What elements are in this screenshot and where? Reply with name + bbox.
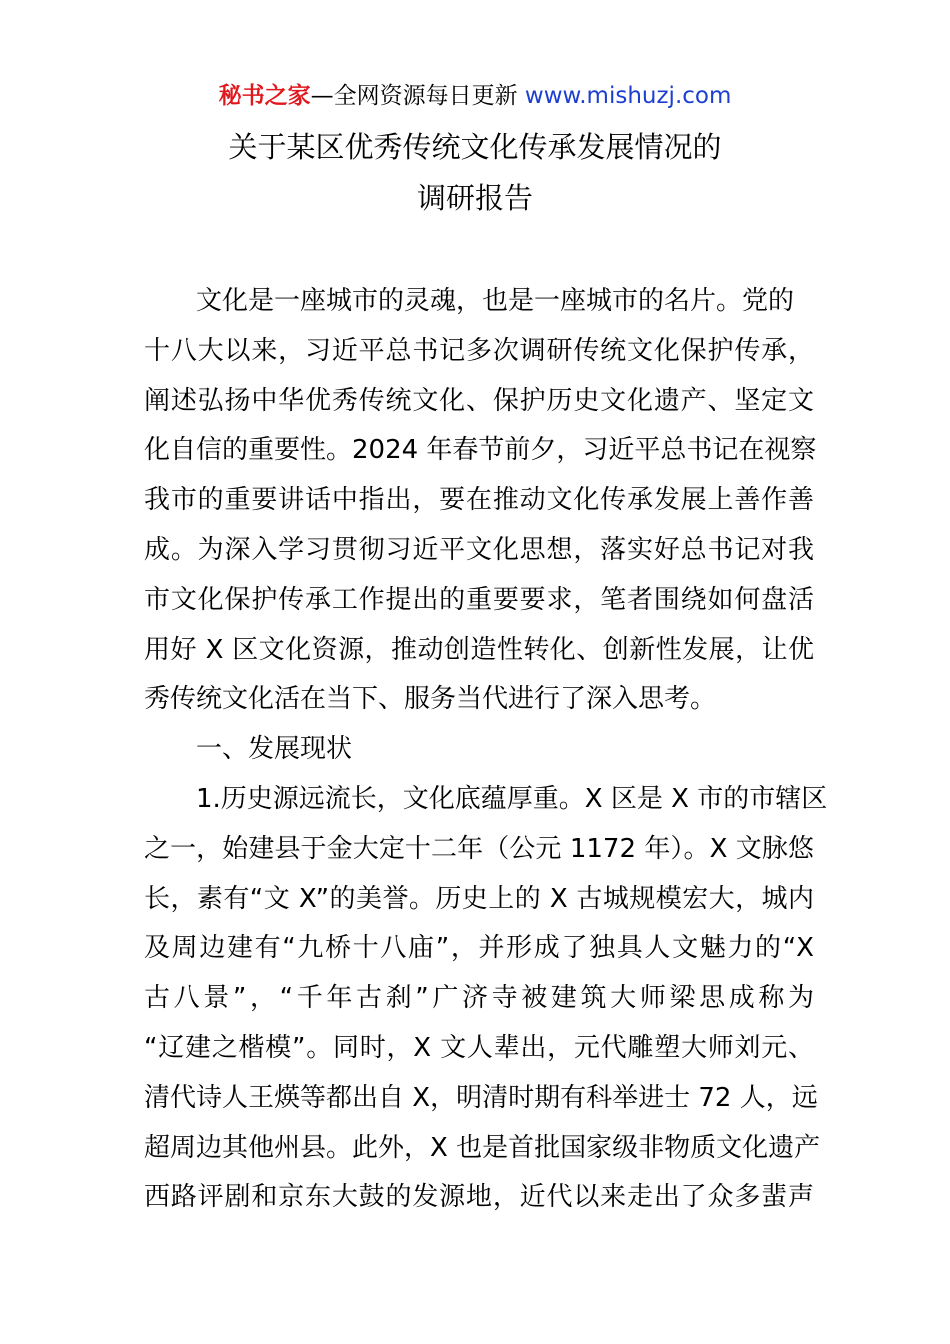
paragraph-line: 我市的重要讲话中指出，要在推动文化传承发展上善作善	[144, 485, 814, 516]
site-url-link[interactable]: www.mishuzj.com	[524, 83, 732, 109]
paragraph-line: 及周边建有“九桥十八庙”，并形成了独具人文魅力的“X	[144, 933, 814, 964]
paragraph-line: 成。为深入学习贯彻习近平文化思想，落实好总书记对我	[144, 534, 814, 565]
paragraph-line: 1.历史源远流长，文化底蕴厚重。X 区是 X 市的市辖区	[196, 783, 828, 814]
paragraph-line: 阐述弘扬中华优秀传统文化、保护历史文化遗产、坚定文	[144, 385, 814, 416]
paragraph-line: 之一，始建县于金大定十二年（公元 1172 年）。X 文脉悠	[144, 833, 814, 864]
paragraph-line: “辽建之楷模”。同时，X 文人辈出，元代雕塑大师刘元、	[144, 1032, 814, 1063]
document-title-line-1: 关于某区优秀传统文化传承发展情况的	[228, 130, 722, 164]
paragraph-line: 古八景”，“千年古刹”广济寺被建筑大师梁思成称为	[144, 983, 814, 1014]
paragraph-line: 化自信的重要性。2024 年春节前夕，习近平总书记在视察	[144, 435, 817, 466]
paragraph-line: 清代诗人王煐等都出自 X，明清时期有科举进士 72 人，远	[144, 1082, 818, 1113]
paragraph-line: 秀传统文化活在当下、服务当代进行了深入思考。	[144, 684, 717, 715]
document-body	[144, 277, 828, 1223]
site-header	[0, 80, 950, 112]
paragraph-line: 十八大以来，习近平总书记多次调研传统文化保护传承，	[144, 335, 814, 366]
brand-name: 秘书之家	[218, 83, 311, 109]
paragraph-line: 市文化保护传承工作提出的重要要求，笔者围绕如何盘活	[144, 584, 814, 615]
section-heading: 一、发展现状	[196, 734, 353, 765]
paragraph-line: 文化是一座城市的灵魂，也是一座城市的名片。党的	[196, 286, 795, 316]
paragraph-line: 超周边其他州县。此外，X 也是首批国家级非物质文化遗产	[144, 1132, 821, 1163]
paragraph-line: 长，素有“文 X”的美誉。历史上的 X 古城规模宏大，城内	[144, 883, 814, 914]
header-tagline: —全网资源每日更新	[310, 83, 525, 109]
paragraph-line: 西路评剧和京东大鼓的发源地，近代以来走出了众多蜚声	[144, 1182, 814, 1213]
document-title-line-2: 调研报告	[416, 181, 533, 215]
paragraph-line: 用好 X 区文化资源，推动创造性转化、创新性发展，让优	[144, 634, 814, 665]
